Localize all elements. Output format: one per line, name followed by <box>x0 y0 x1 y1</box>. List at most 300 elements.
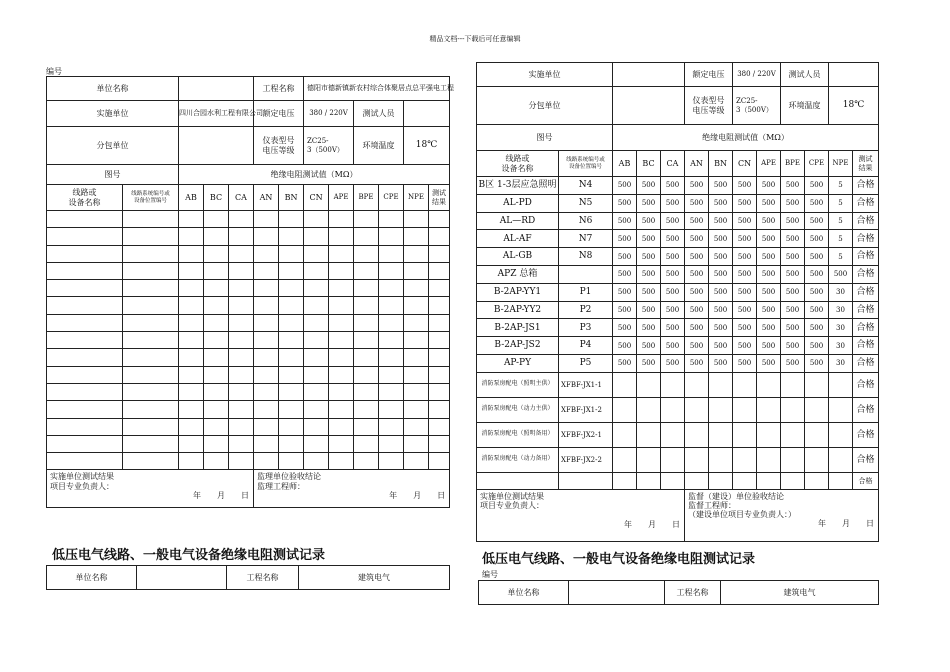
row-value-bpe: 500 <box>781 319 805 337</box>
row-value-bn: 500 <box>709 248 733 266</box>
row-value-npe: 5 <box>829 212 853 230</box>
row-value-npe: 5 <box>829 194 853 212</box>
left-empty-cell <box>47 349 123 366</box>
left-empty-row <box>47 211 450 228</box>
left-empty-cell <box>123 418 179 435</box>
left-empty-cell <box>304 297 329 314</box>
row-value-bn <box>709 397 733 422</box>
left-second-title: 低压电气线路、一般电气设备绝缘电阻测试记录 <box>52 548 326 563</box>
row-value-bpe: 500 <box>781 230 805 248</box>
left-col-pos: 线路系统编号或 设备位置编号 <box>123 185 179 211</box>
row-value-ape: 500 <box>757 319 781 337</box>
row-value-ape <box>757 372 781 397</box>
left-empty-cell <box>404 453 429 470</box>
left-empty-cell <box>279 401 304 418</box>
row-value-bc: 500 <box>637 265 661 283</box>
row-value-bc: 500 <box>637 319 661 337</box>
left-empty-cell <box>429 401 450 418</box>
right-footer-date-2: 年 月 日 <box>818 519 875 529</box>
left-empty-cell <box>254 245 279 262</box>
row-value-ape: 500 <box>757 230 781 248</box>
left-empty-cell <box>123 211 179 228</box>
left-empty-cell <box>379 228 404 245</box>
row-value-cn: 500 <box>733 177 757 195</box>
left-footer-date-1: 年 月 日 <box>193 490 250 500</box>
left-empty-cell <box>179 435 204 452</box>
row-position: P1 <box>559 283 613 301</box>
table-row <box>477 422 879 447</box>
row-result: 合格 <box>853 265 879 283</box>
left-empty-cell <box>123 435 179 452</box>
row-value-cpe: 500 <box>805 177 829 195</box>
left-empty-cell <box>329 262 354 279</box>
left-meter-value: ZC25- 3（500V） <box>304 127 354 165</box>
left-empty-cell <box>279 245 304 262</box>
left-footer-date-2: 年 月 日 <box>389 490 446 500</box>
row-value-bc: 500 <box>637 230 661 248</box>
left-empty-cell <box>47 366 123 383</box>
left-col-ab: AB <box>179 185 204 211</box>
left-empty-cell <box>254 228 279 245</box>
row-value-ape: 500 <box>757 248 781 266</box>
right-tester-value <box>829 63 879 87</box>
row-value-npe: 30 <box>829 283 853 301</box>
left-empty-cell <box>229 401 254 418</box>
left-empty-cell <box>204 332 229 349</box>
row-value-cpe: 500 <box>805 265 829 283</box>
row-value-ca: 500 <box>661 337 685 355</box>
left-col-cn: CN <box>304 185 329 211</box>
left-second-unit-label: 单位名称 <box>47 566 137 590</box>
row-value-ape: 500 <box>757 265 781 283</box>
left-empty-cell <box>429 435 450 452</box>
left-empty-cell <box>329 435 354 452</box>
table-row <box>477 354 879 372</box>
row-value-bn: 500 <box>709 283 733 301</box>
left-empty-cell <box>354 383 379 400</box>
left-empty-cell <box>204 383 229 400</box>
left-empty-cell <box>123 280 179 297</box>
row-value-ab: 500 <box>613 248 637 266</box>
right-tester-label: 测试人员 <box>781 63 829 87</box>
left-rated-voltage-value: 380 / 220V <box>304 101 354 127</box>
left-empty-cell <box>123 383 179 400</box>
left-empty-cell <box>229 228 254 245</box>
left-impl-unit-label: 实施单位 <box>47 101 179 127</box>
left-second-unit-value <box>137 566 227 590</box>
table-row <box>477 230 879 248</box>
row-value-bc: 500 <box>637 194 661 212</box>
row-value-bpe: 500 <box>781 177 805 195</box>
row-value-ab: 500 <box>613 194 637 212</box>
left-empty-cell <box>254 366 279 383</box>
left-empty-cell <box>379 314 404 331</box>
row-value-npe: 30 <box>829 354 853 372</box>
left-empty-cell <box>304 280 329 297</box>
left-empty-cell <box>329 314 354 331</box>
row-position: N7 <box>559 230 613 248</box>
row-result: 合格 <box>853 447 879 472</box>
row-value-npe <box>829 447 853 472</box>
left-empty-cell <box>179 332 204 349</box>
row-position: N5 <box>559 194 613 212</box>
left-empty-cell <box>254 262 279 279</box>
left-empty-cell <box>304 314 329 331</box>
row-value-ape <box>757 472 781 489</box>
row-position: N6 <box>559 212 613 230</box>
left-empty-cell <box>229 435 254 452</box>
left-empty-cell <box>254 435 279 452</box>
row-value-bc <box>637 472 661 489</box>
left-empty-cell <box>354 314 379 331</box>
row-value-npe: 30 <box>829 337 853 355</box>
left-empty-cell <box>354 435 379 452</box>
left-empty-cell <box>279 228 304 245</box>
left-empty-cell <box>404 435 429 452</box>
left-empty-cell <box>229 280 254 297</box>
left-empty-cell <box>47 332 123 349</box>
row-value-bpe <box>781 472 805 489</box>
row-value-cn <box>733 397 757 422</box>
left-empty-cell <box>404 332 429 349</box>
left-empty-cell <box>379 418 404 435</box>
right-test-table <box>476 62 879 542</box>
row-value-ca <box>661 422 685 447</box>
row-position: N4 <box>559 177 613 195</box>
left-empty-cell <box>254 314 279 331</box>
right-footer-impl <box>477 489 685 541</box>
left-drawing-label: 图号 <box>47 165 179 185</box>
row-value-an: 500 <box>685 319 709 337</box>
row-value-bpe: 500 <box>781 248 805 266</box>
left-empty-cell <box>354 245 379 262</box>
left-empty-cell <box>304 211 329 228</box>
left-empty-cell <box>354 332 379 349</box>
left-footer-supervision-label: 监理单位验收结论 <box>257 472 322 482</box>
row-position: P5 <box>559 354 613 372</box>
row-value-cn <box>733 472 757 489</box>
row-value-ape <box>757 422 781 447</box>
row-result: 合格 <box>853 472 879 489</box>
left-empty-cell <box>304 418 329 435</box>
left-col-cpe: CPE <box>379 185 404 211</box>
row-value-ca: 500 <box>661 230 685 248</box>
left-empty-cell <box>254 280 279 297</box>
row-value-ab: 500 <box>613 283 637 301</box>
left-empty-cell <box>329 453 354 470</box>
left-empty-cell <box>329 228 354 245</box>
row-name: AL—RD <box>477 212 559 230</box>
left-empty-cell <box>179 453 204 470</box>
right-footer-date-1: 年 月 日 <box>624 520 681 530</box>
left-empty-cell <box>304 383 329 400</box>
table-row <box>477 177 879 195</box>
left-empty-row <box>47 435 450 452</box>
row-value-cn: 500 <box>733 319 757 337</box>
right-col-result: 测试 结果 <box>853 151 879 177</box>
row-name: B区 1-3层应急照明 <box>477 177 559 195</box>
left-empty-cell <box>329 418 354 435</box>
row-value-ape: 500 <box>757 194 781 212</box>
left-empty-cell <box>204 228 229 245</box>
row-value-bn: 500 <box>709 301 733 319</box>
row-result: 合格 <box>853 372 879 397</box>
row-value-ab: 500 <box>613 319 637 337</box>
row-value-ab: 500 <box>613 354 637 372</box>
row-value-an: 500 <box>685 283 709 301</box>
table-row <box>477 397 879 422</box>
right-second-title: 低压电气线路、一般电气设备绝缘电阻测试记录 <box>482 552 756 567</box>
right-col-cn: CN <box>733 151 757 177</box>
row-value-ab <box>613 472 637 489</box>
row-position <box>559 265 613 283</box>
row-value-bn: 500 <box>709 230 733 248</box>
left-empty-cell <box>123 453 179 470</box>
row-value-bpe: 500 <box>781 212 805 230</box>
row-value-ab <box>613 422 637 447</box>
left-empty-cell <box>379 245 404 262</box>
right-impl-unit-value <box>613 63 685 87</box>
row-value-an: 500 <box>685 354 709 372</box>
left-empty-cell <box>123 366 179 383</box>
row-result: 合格 <box>853 177 879 195</box>
row-position: P4 <box>559 337 613 355</box>
left-empty-row <box>47 280 450 297</box>
left-empty-cell <box>47 211 123 228</box>
left-empty-cell <box>229 349 254 366</box>
row-name: AL-PD <box>477 194 559 212</box>
left-col-bc: BC <box>204 185 229 211</box>
right-footer-supervision <box>685 489 879 541</box>
row-value-an: 500 <box>685 337 709 355</box>
left-empty-cell <box>379 435 404 452</box>
left-empty-cell <box>254 418 279 435</box>
right-col-bc: BC <box>637 151 661 177</box>
left-empty-cell <box>204 245 229 262</box>
row-position: XFBF-JX2-1 <box>559 422 613 447</box>
row-name: 消防泵房配电（动力主供） <box>477 397 559 422</box>
right-second-number-label: 编号 <box>482 570 498 579</box>
left-empty-cell <box>304 401 329 418</box>
left-empty-cell <box>329 349 354 366</box>
row-value-bpe: 500 <box>781 354 805 372</box>
left-col-line: 线路或 设备名称 <box>47 185 123 211</box>
row-name: AP-PY <box>477 354 559 372</box>
row-value-cpe <box>805 472 829 489</box>
left-second-table <box>46 565 450 590</box>
left-empty-cell <box>229 453 254 470</box>
row-value-cn: 500 <box>733 337 757 355</box>
left-col-an: AN <box>254 185 279 211</box>
left-empty-row <box>47 383 450 400</box>
left-empty-cell <box>379 211 404 228</box>
left-empty-cell <box>179 228 204 245</box>
left-empty-cell <box>279 418 304 435</box>
left-empty-cell <box>429 332 450 349</box>
left-empty-cell <box>379 280 404 297</box>
right-sub-unit-label: 分包单位 <box>477 87 613 125</box>
row-value-ca: 500 <box>661 283 685 301</box>
left-empty-cell <box>47 418 123 435</box>
left-empty-cell <box>179 245 204 262</box>
row-name: 消防泵房配电（动力备用） <box>477 447 559 472</box>
left-empty-cell <box>279 383 304 400</box>
left-footer-pm-label: 项目专业负责人： <box>50 481 114 491</box>
left-empty-cell <box>429 314 450 331</box>
left-empty-cell <box>254 332 279 349</box>
left-empty-cell <box>404 211 429 228</box>
row-position: P2 <box>559 301 613 319</box>
left-empty-cell <box>204 297 229 314</box>
table-row <box>477 212 879 230</box>
row-value-an <box>685 397 709 422</box>
row-value-an: 500 <box>685 194 709 212</box>
row-value-bpe <box>781 372 805 397</box>
row-value-cn: 500 <box>733 283 757 301</box>
left-empty-cell <box>379 332 404 349</box>
row-value-an <box>685 447 709 472</box>
left-empty-cell <box>47 314 123 331</box>
left-empty-row <box>47 228 450 245</box>
left-resistance-label: 绝缘电阻测试值（MΩ） <box>179 165 450 185</box>
right-col-cpe: CPE <box>805 151 829 177</box>
left-empty-row <box>47 297 450 314</box>
left-col-ape: APE <box>329 185 354 211</box>
row-value-ca <box>661 397 685 422</box>
row-value-npe: 30 <box>829 319 853 337</box>
right-rated-voltage-label: 额定电压 <box>685 63 733 87</box>
left-empty-cell <box>123 401 179 418</box>
row-value-bc: 500 <box>637 354 661 372</box>
table-row <box>477 337 879 355</box>
row-value-ab: 500 <box>613 212 637 230</box>
table-row <box>477 194 879 212</box>
left-empty-cell <box>404 366 429 383</box>
row-value-ca: 500 <box>661 194 685 212</box>
left-empty-cell <box>354 262 379 279</box>
row-result: 合格 <box>853 230 879 248</box>
left-empty-cell <box>279 297 304 314</box>
right-resistance-label: 绝缘电阻测试值（MΩ） <box>613 125 879 151</box>
table-row <box>477 283 879 301</box>
row-name: APZ 总箱 <box>477 265 559 283</box>
row-value-bc: 500 <box>637 212 661 230</box>
left-empty-cell <box>379 383 404 400</box>
row-value-cpe: 500 <box>805 248 829 266</box>
left-empty-cell <box>329 401 354 418</box>
right-second-table <box>478 580 879 605</box>
left-empty-cell <box>429 366 450 383</box>
left-empty-cell <box>379 349 404 366</box>
right-env-temp-value: 18℃ <box>829 87 879 125</box>
left-impl-unit-value: 四川合园水利工程有限公司 <box>179 101 254 127</box>
left-col-result: 测试 结果 <box>429 185 450 211</box>
left-empty-cell <box>329 383 354 400</box>
left-empty-cell <box>279 262 304 279</box>
row-value-ca <box>661 447 685 472</box>
left-empty-cell <box>354 349 379 366</box>
right-col-ab: AB <box>613 151 637 177</box>
row-result: 合格 <box>853 212 879 230</box>
left-empty-cell <box>179 262 204 279</box>
row-value-ape: 500 <box>757 212 781 230</box>
table-row <box>477 372 879 397</box>
row-value-cn: 500 <box>733 354 757 372</box>
row-value-bpe: 500 <box>781 301 805 319</box>
left-unit-name-label: 单位名称 <box>47 77 179 101</box>
left-empty-cell <box>429 349 450 366</box>
right-sub-unit-value <box>613 87 685 125</box>
row-value-bn <box>709 447 733 472</box>
row-value-bc <box>637 447 661 472</box>
right-impl-unit-label: 实施单位 <box>477 63 613 87</box>
row-value-npe: 500 <box>829 265 853 283</box>
left-empty-row <box>47 262 450 279</box>
left-empty-cell <box>254 211 279 228</box>
left-empty-cell <box>354 211 379 228</box>
left-empty-cell <box>379 453 404 470</box>
row-result: 合格 <box>853 301 879 319</box>
left-empty-cell <box>47 245 123 262</box>
left-project-name-label: 工程名称 <box>254 77 304 101</box>
left-empty-cell <box>304 332 329 349</box>
left-sub-unit-label: 分包单位 <box>47 127 179 165</box>
left-empty-cell <box>304 228 329 245</box>
left-empty-cell <box>204 453 229 470</box>
row-value-an: 500 <box>685 177 709 195</box>
row-result: 合格 <box>853 248 879 266</box>
left-test-table <box>46 76 455 508</box>
left-empty-cell <box>429 297 450 314</box>
row-value-bc <box>637 397 661 422</box>
row-result: 合格 <box>853 319 879 337</box>
row-result: 合格 <box>853 397 879 422</box>
row-value-bpe <box>781 397 805 422</box>
left-empty-cell <box>204 418 229 435</box>
right-env-temp-label: 环境温度 <box>781 87 829 125</box>
left-empty-cell <box>47 401 123 418</box>
left-empty-cell <box>279 435 304 452</box>
row-name: 消防泵房配电（照明主供） <box>477 372 559 397</box>
left-empty-cell <box>204 314 229 331</box>
left-col-npe: NPE <box>404 185 429 211</box>
row-value-ca: 500 <box>661 265 685 283</box>
row-value-bn: 500 <box>709 194 733 212</box>
left-empty-cell <box>404 262 429 279</box>
left-tester-value <box>404 101 450 127</box>
left-empty-cell <box>279 211 304 228</box>
row-value-ab: 500 <box>613 301 637 319</box>
row-value-cn: 500 <box>733 265 757 283</box>
left-empty-cell <box>279 366 304 383</box>
row-position: N8 <box>559 248 613 266</box>
left-empty-cell <box>254 383 279 400</box>
row-value-ca: 500 <box>661 301 685 319</box>
left-empty-cell <box>204 262 229 279</box>
left-empty-cell <box>47 297 123 314</box>
right-second-unit-label: 单位名称 <box>479 581 569 605</box>
row-value-cpe <box>805 372 829 397</box>
row-value-cn <box>733 447 757 472</box>
row-value-bc: 500 <box>637 301 661 319</box>
left-empty-cell <box>304 245 329 262</box>
row-value-npe <box>829 397 853 422</box>
left-empty-cell <box>179 297 204 314</box>
left-empty-cell <box>179 366 204 383</box>
row-value-ape <box>757 447 781 472</box>
row-result: 合格 <box>853 194 879 212</box>
left-empty-cell <box>329 297 354 314</box>
